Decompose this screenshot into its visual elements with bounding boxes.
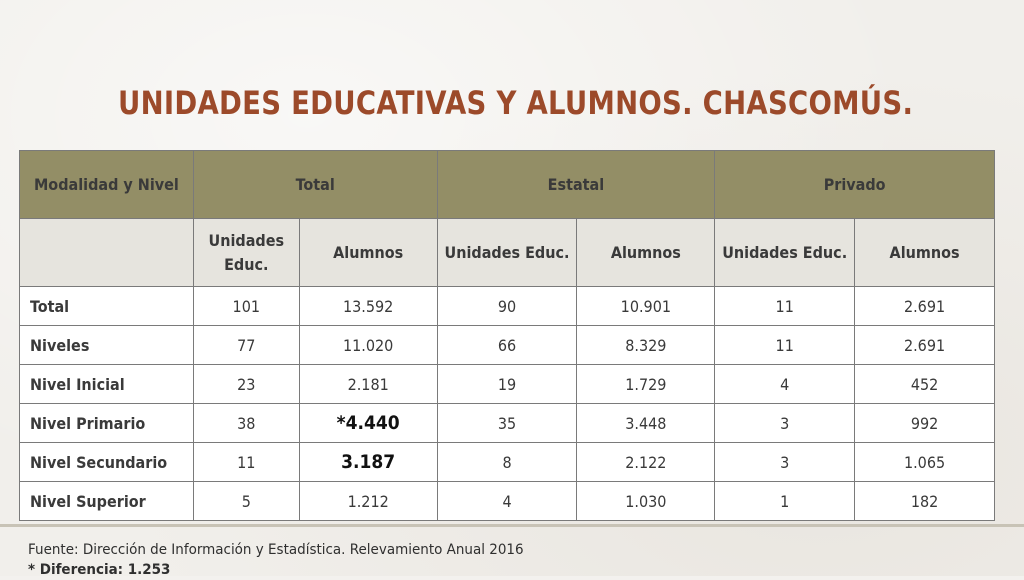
education-table (19, 150, 995, 521)
cell-privado-alumnos: 452 (855, 365, 995, 404)
cell-privado-alumnos: 992 (855, 404, 995, 443)
header-estatal: Estatal (437, 151, 715, 219)
cell-privado-unidades: 3 (715, 443, 855, 482)
cell-privado-alumnos: 2.691 (855, 287, 995, 326)
cell-estatal-unidades: 8 (437, 443, 577, 482)
cell-privado-alumnos: 2.691 (855, 326, 995, 365)
cell-total-unidades: 5 (193, 482, 299, 521)
cell-estatal-alumnos: 8.329 (577, 326, 715, 365)
cell-privado-unidades: 1 (715, 482, 855, 521)
subheader-estatal-alumnos: Alumnos (577, 219, 715, 287)
cell-privado-unidades: 3 (715, 404, 855, 443)
row-label: Niveles (20, 326, 194, 365)
subheader-total-alumnos: Alumnos (299, 219, 437, 287)
row-label: Nivel Secundario (20, 443, 194, 482)
subheader-empty (20, 219, 194, 287)
cell-total-unidades: 11 (193, 443, 299, 482)
cell-total-alumnos-highlight: *4.440 (299, 404, 437, 443)
row-label: Total (20, 287, 194, 326)
cell-total-alumnos: 11.020 (299, 326, 437, 365)
cell-total-unidades: 101 (193, 287, 299, 326)
table-subheader-row (20, 219, 995, 287)
row-label: Nivel Inicial (20, 365, 194, 404)
cell-estatal-alumnos: 10.901 (577, 287, 715, 326)
table-row (20, 404, 995, 443)
subheader-privado-alumnos: Alumnos (855, 219, 995, 287)
difference-note: * Diferencia: 1.253 (28, 562, 171, 578)
cell-total-alumnos: 2.181 (299, 365, 437, 404)
cell-privado-alumnos: 1.065 (855, 443, 995, 482)
subheader-privado-unidades: Unidades Educ. (715, 219, 855, 287)
cell-estatal-unidades: 66 (437, 326, 577, 365)
header-total: Total (193, 151, 437, 219)
source-footnote (28, 540, 524, 580)
cell-privado-alumnos: 182 (855, 482, 995, 521)
cell-total-alumnos: 13.592 (299, 287, 437, 326)
cell-total-unidades: 77 (193, 326, 299, 365)
row-label: Nivel Superior (20, 482, 194, 521)
cell-estatal-alumnos: 1.729 (577, 365, 715, 404)
cell-estatal-unidades: 90 (437, 287, 577, 326)
bottom-divider (0, 524, 1024, 527)
cell-estatal-unidades: 19 (437, 365, 577, 404)
cell-total-alumnos-highlight: 3.187 (299, 443, 437, 482)
cell-estatal-alumnos: 2.122 (577, 443, 715, 482)
table-row (20, 287, 995, 326)
subheader-estatal-unidades: Unidades Educ. (437, 219, 577, 287)
table-row (20, 326, 995, 365)
slide-title: UNIDADES EDUCATIVAS Y ALUMNOS. CHASCOMÚS. (118, 84, 914, 122)
subheader-total-unidades: Unidades Educ. (193, 219, 299, 287)
header-modalidad: Modalidad y Nivel (20, 151, 194, 219)
row-label: Nivel Primario (20, 404, 194, 443)
table-row (20, 443, 995, 482)
cell-estatal-alumnos: 3.448 (577, 404, 715, 443)
table-row (20, 482, 995, 521)
cell-privado-unidades: 4 (715, 365, 855, 404)
source-text: Fuente: Dirección de Información y Estadística. Relevamiento Anual 2016 (28, 542, 524, 558)
cell-estatal-unidades: 4 (437, 482, 577, 521)
table-header-row (20, 151, 995, 219)
cell-total-unidades: 23 (193, 365, 299, 404)
cell-total-unidades: 38 (193, 404, 299, 443)
cell-total-alumnos: 1.212 (299, 482, 437, 521)
header-privado: Privado (715, 151, 995, 219)
cell-estatal-unidades: 35 (437, 404, 577, 443)
cell-estatal-alumnos: 1.030 (577, 482, 715, 521)
table-row (20, 365, 995, 404)
cell-privado-unidades: 11 (715, 326, 855, 365)
cell-privado-unidades: 11 (715, 287, 855, 326)
